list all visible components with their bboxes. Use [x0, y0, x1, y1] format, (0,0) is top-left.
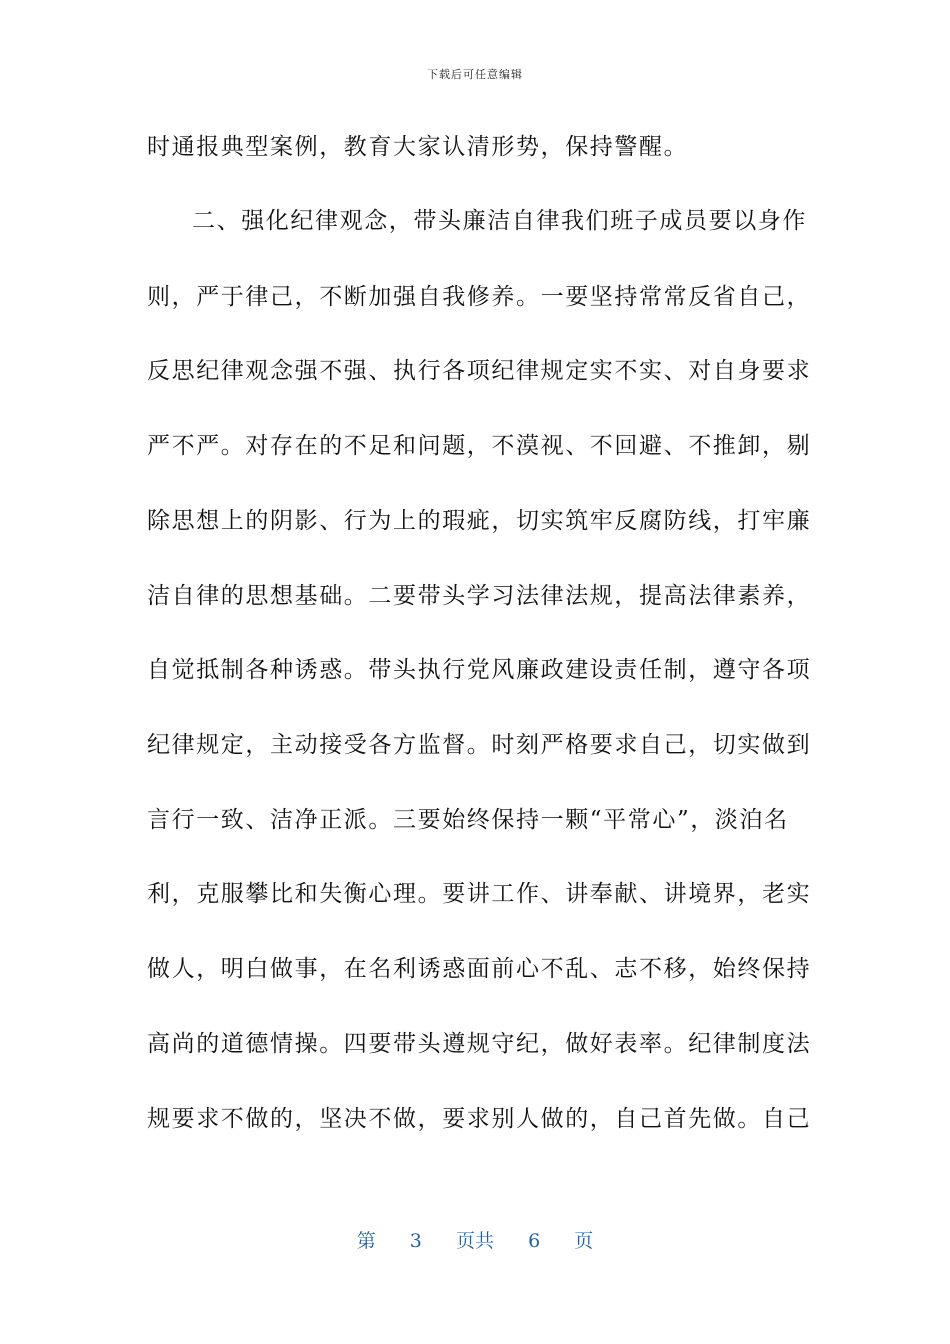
- body-line-3: 则，严于律己，不断加强自我修养。一要坚持常常反省自己，: [147, 284, 812, 310]
- body-line-13: 高尚的道德情操。四要带头遵规守纪，做好表率。纪律制度法: [147, 1031, 812, 1057]
- body-line-12: 做人，明白做事，在名利诱惑面前心不乱、志不移，始终保持: [147, 956, 812, 982]
- footer-suffix: 页: [574, 1230, 594, 1252]
- footer-prefix: 第: [356, 1230, 376, 1252]
- body-line-8: 自觉抵制各种诱惑。带头执行党风廉政建设责任制，遵守各项: [147, 657, 812, 683]
- header-note: 下载后可任意编辑: [427, 68, 523, 81]
- body-line-11: 利，克服攀比和失衡心理。要讲工作、讲奉献、讲境界，老实: [147, 881, 812, 907]
- body-line-14: 规要求不做的，坚决不做，要求别人做的，自己首先做。自己: [147, 1106, 812, 1132]
- page-footer: [0, 1226, 950, 1253]
- footer-total-pages: 6: [528, 1230, 541, 1252]
- body-line-1: 时通报典型案例，教育大家认清形势，保持警醒。: [147, 134, 689, 160]
- body-line-5: 严不严。对存在的不足和问题，不漠视、不回避、不推卸，剔: [147, 433, 812, 459]
- body-line-9: 纪律规定，主动接受各方监督。时刻严格要求自己，切实做到: [147, 732, 812, 758]
- body-line-4: 反思纪律观念强不强、执行各项纪律规定实不实、对自身要求: [147, 358, 812, 384]
- footer-middle: 页共: [455, 1230, 494, 1252]
- body-line-7: 洁自律的思想基础。二要带头学习法律法规，提高法律素养，: [147, 583, 812, 609]
- body-line-6: 除思想上的阴影、行为上的瑕疵，切实筑牢反腐防线，打牢廉: [147, 508, 812, 534]
- body-line-2: 二、强化纪律观念，带头廉洁自律我们班子成员要以身作: [192, 208, 807, 234]
- footer-page-number: 3: [409, 1230, 422, 1252]
- body-line-10: 言行一致、洁净正派。三要始终保持一颗“平常心”，淡泊名: [147, 807, 789, 833]
